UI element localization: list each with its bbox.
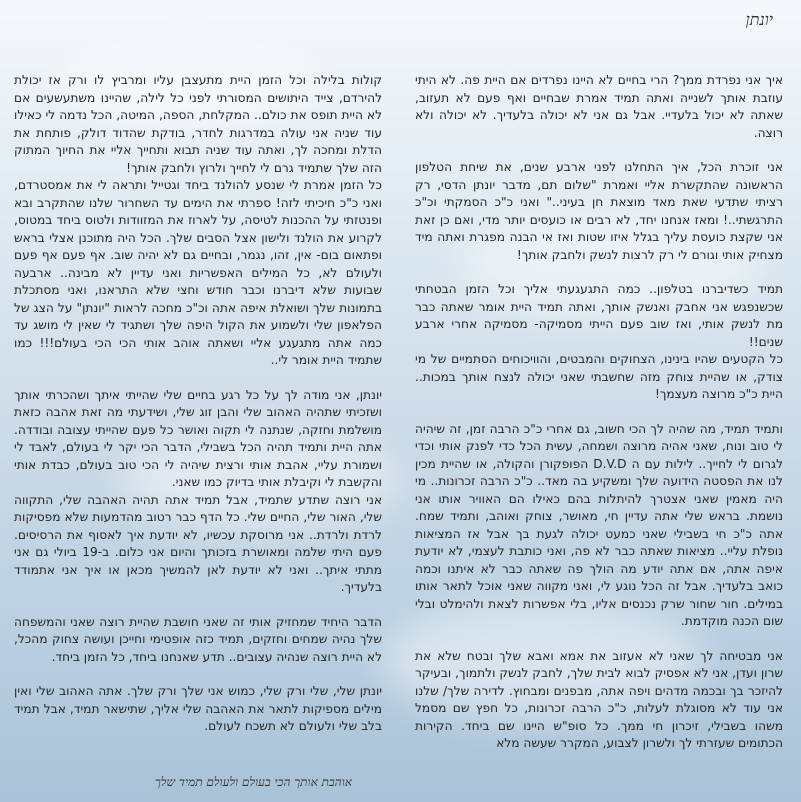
paragraph: תמיד כשדיברנו בטלפון.. כמה התגעגעתי אליך וכל הזמן הבטחתי שכשנפגש אני אחבק ואנשק אותך, ואתה תמיד היית אומר שאתה כבר מת לנשק אותי, ואז שוב פעם הייתי מסמיקה- מסמיקה אחרי ארבע שנים!! [415,282,783,349]
paragraph: יונתן, אני מודה לך על כל רגע בחיים שלי שהייתי איתך ושהכרתי אותך ושזכיתי שתהיה האהוב שלי והבן זוג שלי, ושידעתי מה זאת אהבה כזאת מושלמת וחזקה, שנתנה לי תקוה ואושר כל פעם שהייתי עצובה ובודדה. אתה היית ותמיד תהיה הכל בשבילי, הדבר הכי יקר לי בעולם, לאבד לי ושמורת עליי, אהבת אותי ורצית שיהיה לי הכי טוב בעולם, כבדת אותי והקשבת לי וקיבלת אותי בדיוק כמו שאני. [14,387,382,489]
signature-bottom: אוהבת אותך הכי בעולם ולעולם תמיד שלך [155,775,352,789]
paragraph: כל הזמן אמרת לי שנסע להולנד ביחד וגטייל ותראה לי את אמסטרדם, ואני כ"כ חיכיתי לזה! ספרתי את הימים עד השחרור שלנו שהתקרב ובא ופנטזתי על ההכנות לטיסה, על לארוז את המזוודות ולטוס ביחד במטוס, לקרוע את הולנד ולישון אצל הסבים שלך. הכל היה מתוכנן אצלי בראש ופתאום בום- אין, זהו, נגמר, ובחיים גם לא יהיה שוב. אף פעם אף פעם ולעולם לא, כל המילים האפשריות ואני עדיין לא מבינה.. ארבעה שבועות שלא דיברנו וכבר חודש וחצי שלא התראנו, ואני מסתכלת בתמונות שלך ושואלת איפה אתה וכ"כ מחכה לראות "יונתן" על הצג של הפלאפון שלי ולשמוע את הקול היפה שלך ושתגיד לי שאין לי מושג עד כמה אתה מתגעגע אליי ושאתה אוהב אותי הכי הכי בעולם!!! כמו שתמיד היית אומר לי.. [14,178,382,367]
paragraph: כל הקטעים שהיו בינינו, הצחוקים והמבטים, והוויכוחים הסתמיים של מי צודק, או שהיית צוחק מזה שחשבתי שאני יכולה לנצח אותך במכות.. היית כ"כ מרוצה מעצמך! [415,352,783,401]
paragraph: ותמיד תמיד, מה שהיה לך הכי חשוב, גם אחרי כ"כ הרבה זמן, זה שיהיה לי טוב ונוח, שאני אהיה מרוצה ושמחה, עשית הכל כדי לפנק אותי וכדי לגרום לי לחייך.. לילות עם ה D.V.D הפופקורן והקולה, או שהיית מכין לנו את הפסטה הידועה שלך ומשקיע בה מאד.. כ"כ הרבה זכרונות.. מי היה מאמין שאני אצטרך להיתלות בהם כאילו הם האוויר אותו אני נושמת. בראש שלי אתה עדיין חי, מאושר, צוחק ואוהב, ותמיד שמח. אתה כ"כ חי בשבילי שאני כמעט יכולה לגעת בך אבל אז המציאות נופלת עליי.. מציאות שאתה כבר לא פה, ואני כותבת לעצמי, לא יודעת איפה אתה, אם אתה יודע מה הולך פה שאתה כבר לא איתנו וכמה כואב בלעדיך. אבל זה הכל נוגע לי, ואני מקווה שאני אוכל לתאר אותו במילים. חור שחור שרק נכנסים אליו, בלי אפשרות לצאת ולהימלט ובלי שום הכנה מוקדמת. [415,421,784,628]
paragraph: אני מבטיחה לך שאני לא אעזוב את אמא ואבא שלך ובטח שלא את שרון ועדן, אני לא אפסיק לבוא לבית שלך, לחבק לנשק ולתמוך, ובעיקר להיזכר בך ובכמה מדהים ויפה אתה, מבפנים ומבחוץ. לדירה שלך/ שלנו אני עוד לא מסוגלת לעלות, כ"כ הרבה זכרונות, כל חפץ שם מסמל משהו בשבילי, זיכרון חי ממך. כל סופ"ש היינו שם ביחד. הקירות הכתומים שעזרתי לך ולשרון לצבוע, המקרר שעשה מלא [415,648,783,750]
paragraph: איך אני נפרדת ממך? הרי בחיים לא היינו נפרדים אם היית פה. לא היתי עוזבת אותך לשנייה ואתה תמיד אמרת שבחיים ואף פעם לא תעזוב, שאתה לא יכול בלעדיי. אבל גם אני לא יכולה בלעדיך. לא יכולה ולא רוצה. [415,73,783,140]
paragraph: קולות בלילה וכל הזמן היית מתעצבן עליו ומרביץ לו ורק אז יכולת להירדם, צייד היתושים המסורתי לפני כל לילה, שהיינו משתעשעים אם לא היית תופס את כולם.. המקלחת, הספה, המיטה, הכל נדמה לי כאילו עוד שניה אני עולה במדרגות לחדר, בודקת שהדוד דולק, פותחת את הדלת ומחכה לך, ואתה עוד שניה תבוא ותחייך אליי את החיוך המתוק הזה שלך שתמיד גרם לי לחייך ולרוץ ולחבק אותך! [14,73,382,175]
right-column [415,72,783,770]
signature-top: יונתן [745,10,773,29]
left-column [14,72,382,753]
paragraph: אני רוצה שתדע שתמיד, אבל תמיד אתה תהיה האהבה שלי, התקווה שלי, האור שלי, החיים שלי. כל הדף כבר רטוב מהדמעות שלא מפסיקות לרדת ולרדת.. אני מרוסקת עכשיו, לא יודעת איך לאסוף את הרסיסים. פעם היתי שלמה ומאושרת בזכותך והיום אני כלום. ב-19 ביולי גם אני מתתי איתך.. ואני לא יודעת לאן להמשיך מכאן או איך אני אתמודד בלעדיך. [14,492,382,594]
paragraph: יונתן שלי, שלי ורק שלי, כמוש אני שלך ורק שלך. אתה האהוב שלי ואין מילים מספיקות לתאר את האהבה שלי אליך, שתישאר תמיד, אבל תמיד בלב שלי ולעולם לא תשכח לעולם. [14,684,382,733]
paragraph: הדבר היחיד שמחזיק אותי זה שאני חושבת שהיית רוצה שאני והמשפחה שלך נהיה שמחים וחזקים, תמיד כזה אופטימי וחייכן ועושה צחוק מהכל, לא היית רוצה שנהיה עצובים.. תדע שאנחנו ביחד, כל הזמן ביחד. [14,614,382,664]
paragraph: אני זוכרת הכל, איך התחלנו לפני ארבע שנים, את שיחת הטלפון הראשונה שהתקשרת אליי ואמרת "שלום תם, מדבר יונתן הדסי, רק רציתי שתדעי שאת מאד מוצאת חן בעיני.." ואני כ"כ הסמקתי וכ"כ התרגשתי..! ומאז אנחנו יחד, לא רבים או כועסים יותר מדי, ואם כן זאת אני שקצת כועסת עליך בגלל איזו שטות ואז אי הבנה מפגרת ואתה מיד מצחיק אותי וגורם לי רק לרצות לנשק ולחבק אותך! [415,160,783,262]
